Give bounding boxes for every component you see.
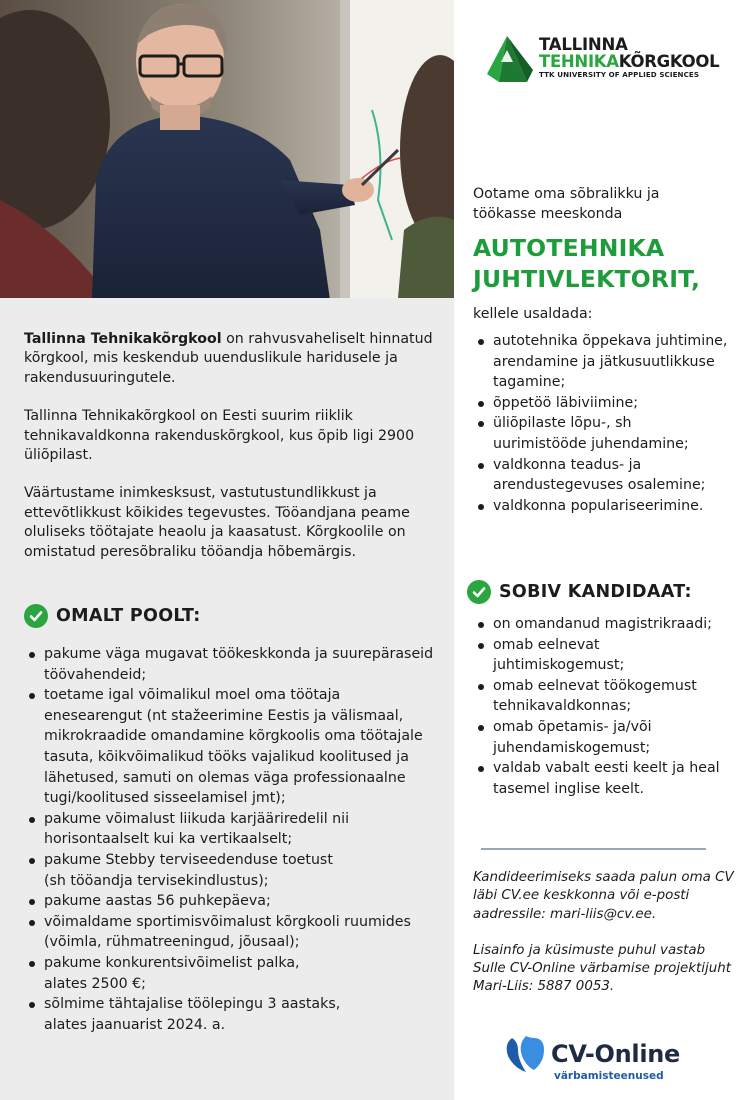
cv-online-sub: värbamisteenused: [554, 1070, 664, 1082]
logo-line-3: TTK UNIVERSITY OF APPLIED SCIENCES: [539, 70, 700, 79]
ttk-logo-text: [539, 36, 719, 79]
cv-online-logo: [504, 1030, 684, 1086]
offer-list-item: pakume väga mugavat töökeskkonda ja suurepäraseid töövahendeid;: [24, 644, 438, 685]
offer-list-item: võimaldame sportimisvõimalust kõrgkooli ruumides (võimla, rühmatreeningud, jõusaal);: [24, 912, 438, 953]
ttk-logo: [485, 34, 720, 86]
requirement-list-item: omab eelnevat juhtimiskogemust;: [473, 635, 733, 676]
contact-info: [473, 869, 735, 1015]
intro-paragraph-3: Väärtustame inimkesksust, vastutustundlikkust ja ettevõtlikkust kõikides tegevustes. Tööandjana peame oluliseks töötajate heaolu ja kaasatust. Kõrgkoolile on omistatud peresõbraliku tööandja hõbemärgis.: [24, 485, 410, 560]
requirement-list-item: omab õpetamis- ja/või juhendamiskogemust;: [473, 717, 733, 758]
requirement-list-item: valdab vabalt eesti keelt ja heal tasemel inglise keelt.: [473, 758, 733, 799]
tasks-list: [473, 331, 728, 516]
school-name: Tallinna Tehnikakõrgkool: [24, 331, 222, 347]
task-list-item: valdkonna teadus- ja arendustegevuses osalemine;: [473, 455, 728, 496]
logo-line-2-green: TEHNIKA: [539, 52, 619, 71]
cv-online-name: CV-Online: [551, 1040, 681, 1068]
check-circle-icon: [24, 604, 48, 628]
header-photo: [0, 0, 454, 298]
intro-paragraph-2: Tallinna Tehnikakõrgkool on Eesti suurim riiklik tehnikavaldkonna rakenduskõrgkool, kus õpib ligi 2900 üliõpilast.: [24, 408, 415, 464]
logo-line-2-dark: KÕRGKOOL: [618, 52, 720, 71]
offer-list-item: pakume Stebby terviseedenduse toetust (sh tööandja tervisekindlustus);: [24, 850, 438, 891]
sobiv-kandidaat-heading: [467, 580, 727, 604]
check-circle-icon: [467, 580, 491, 604]
offer-list-item: toetame igal võimalikul moel oma töötaja enesearengut (nt stažeerimine Eestis ja välismaal, mikrokraadide omandamine kõrgkoolis oma töötajale tasuta, kõikvõimalikud tööks vajalikud koolitused ja lähetused, samuti on olemas väga professionaalne tugi/koolitused sisseelamisel jmt);: [24, 685, 438, 809]
tasks-intro: kellele usaldada:: [473, 306, 593, 322]
task-list-item: üliõpilaste lõpu-, sh uurimistööde juhendamine;: [473, 413, 728, 454]
requirement-list-item: on omandanud magistrikraadi;: [473, 614, 733, 635]
offer-list-item: sõlmime tähtajalise töölepingu 3 aastaks, alates jaanuarist 2024. a.: [24, 994, 438, 1035]
intro-paragraph-1: [24, 330, 434, 388]
intro-p1-rest: on rahvusvaheliselt hinnatud kõrgkool, mis keskendub uuenduslikule haridusele ja rakendusuuringutele.: [24, 331, 433, 386]
additional-info: Lisainfo ja küsimuste puhul vastab Sulle CV-Online värbamise projektijuht Mari-Liis: 5887 0053.: [473, 942, 731, 995]
task-list-item: autotehnika õppekava juhtimine, arendamine ja jätkusuutlikkuse tagamine;: [473, 331, 728, 393]
sobiv-kandidaat-title: SOBIV KANDIDAAT:: [499, 582, 692, 602]
offer-list: [24, 644, 438, 1035]
logo-line-2: [539, 53, 719, 70]
requirement-list-item: omab eelnevat töökogemust tehnikavaldkonnas;: [473, 676, 733, 717]
offer-list-item: pakume aastas 56 puhkepäeva;: [24, 891, 438, 912]
candidate-requirements-list: [473, 614, 733, 799]
lecturer-photo: [0, 0, 454, 298]
intro-text: [24, 330, 434, 581]
divider: [481, 848, 706, 850]
task-list-item: õppetöö läbiviimine;: [473, 393, 728, 414]
omalt-pool-title: OMALT POOLT:: [56, 606, 201, 626]
job-title: AUTOTEHNIKA JUHTIVLEKTORIT,: [473, 234, 701, 293]
logo-line-1: TALLINNA: [539, 35, 628, 54]
task-list-item: valdkonna populariseerimine.: [473, 496, 728, 517]
ttk-triangle-logo-icon: [485, 34, 535, 84]
cv-online-heart-icon: [504, 1034, 548, 1074]
offer-list-item: pakume võimalust liikuda karjääriredelil nii horisontaalselt kui ka vertikaalselt;: [24, 809, 438, 850]
offer-list-item: pakume konkurentsivõimelist palka, alates 2500 €;: [24, 953, 438, 994]
application-instructions: Kandideerimiseks saada palun oma CV läbi CV.ee keskkonna või e-posti aadressile: mari-liis@cv.ee.: [473, 870, 734, 922]
omalt-pool-section: [24, 604, 438, 1035]
omalt-pool-heading: [24, 604, 438, 628]
invite-text: Ootame oma sõbralikku ja töökasse meeskonda: [473, 186, 660, 222]
sobiv-kandidaat-section: [467, 580, 727, 604]
